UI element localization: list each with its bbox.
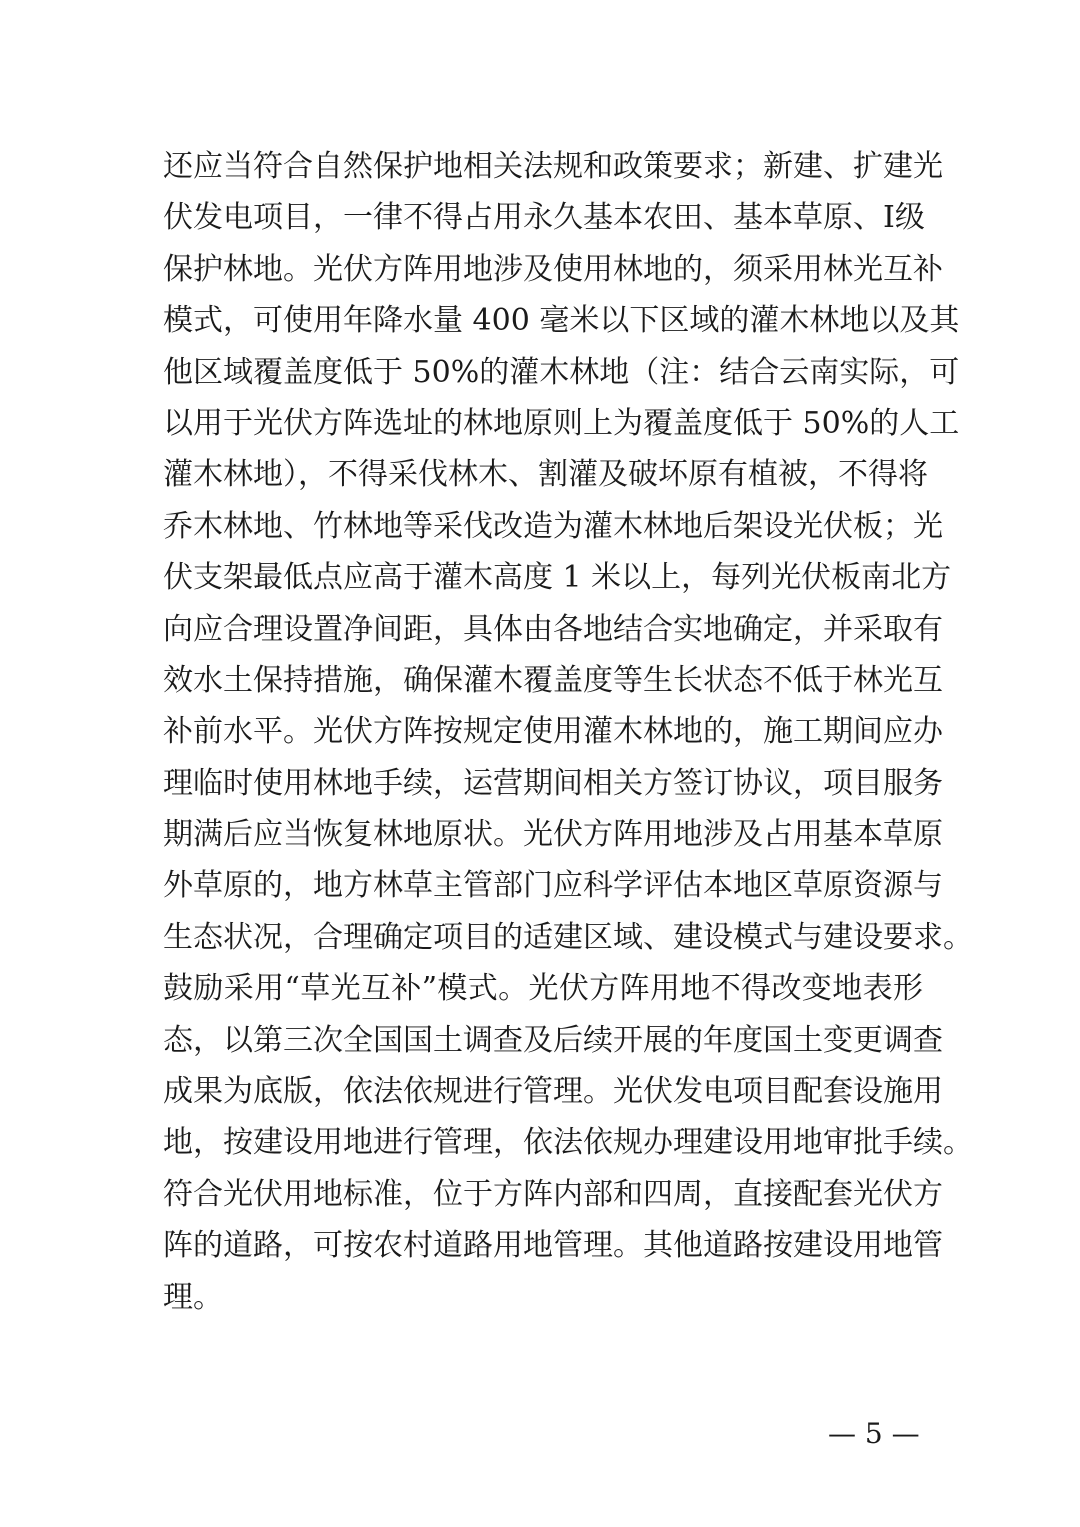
text-line: 外草原的，地方林草主管部门应科学评估本地区草原资源与 [163, 868, 943, 904]
text-line: 补前水平。光伏方阵按规定使用灌木林地的，施工期间应办 [163, 714, 943, 750]
text-line: 地，按建设用地进行管理，依法依规办理建设用地审批手续。 [163, 1125, 973, 1161]
text-line: 态，以第三次全国国土调查及后续开展的年度国土变更调查 [163, 1022, 943, 1058]
text-line: 他区域覆盖度低于 50%的灌木林地（注：结合云南实际，可 [163, 354, 960, 390]
text-line: 保护林地。光伏方阵用地涉及使用林地的，须采用林光互补 [163, 251, 943, 287]
text-line: 乔木林地、竹林地等采伐改造为灌木林地后架设光伏板；光 [163, 508, 943, 544]
text-line: 符合光伏用地标准，位于方阵内部和四周，直接配套光伏方 [163, 1176, 943, 1212]
text-line: 理临时使用林地手续，运营期间相关方签订协议，项目服务 [163, 765, 943, 801]
text-line: 还应当符合自然保护地相关法规和政策要求；新建、扩建光 [163, 149, 943, 184]
text-line: 灌木林地），不得采伐林木、割灌及破坏原有植被，不得将 [163, 457, 928, 493]
text-line: 成果为底版，依法依规进行管理。光伏发电项目配套设施用 [163, 1074, 943, 1110]
text-line: 期满后应当恢复林地原状。光伏方阵用地涉及占用基本草原 [163, 817, 943, 853]
text-line-last: 理。 [163, 1279, 223, 1315]
page-number: — 5 — [828, 1417, 920, 1450]
text-line: 阵的道路，可按农村道路用地管理。其他道路按建设用地管 [163, 1228, 943, 1264]
text-line: 鼓励采用“草光互补”模式。光伏方阵用地不得改变地表形 [163, 971, 923, 1007]
text-line: 生态状况，合理确定项目的适建区域、建设模式与建设要求。 [163, 919, 973, 955]
text-line: 向应合理设置净间距，具体由各地结合实地确定，并采取有 [163, 611, 943, 647]
text-line: 效水土保持措施，确保灌木覆盖度等生长状态不低于林光互 [163, 662, 943, 698]
text-line: 伏支架最低点应高于灌木高度 1 米以上，每列光伏板南北方 [163, 560, 952, 596]
body-paragraph [163, 141, 973, 1323]
text-line: 以用于光伏方阵选址的林地原则上为覆盖度低于 50%的人工 [163, 405, 960, 441]
text-line: 模式，可使用年降水量 400 毫米以下区域的灌木林地以及其 [163, 303, 960, 339]
text-line: 伏发电项目，一律不得占用永久基本农田、基本草原、Ⅰ级 [163, 200, 925, 236]
